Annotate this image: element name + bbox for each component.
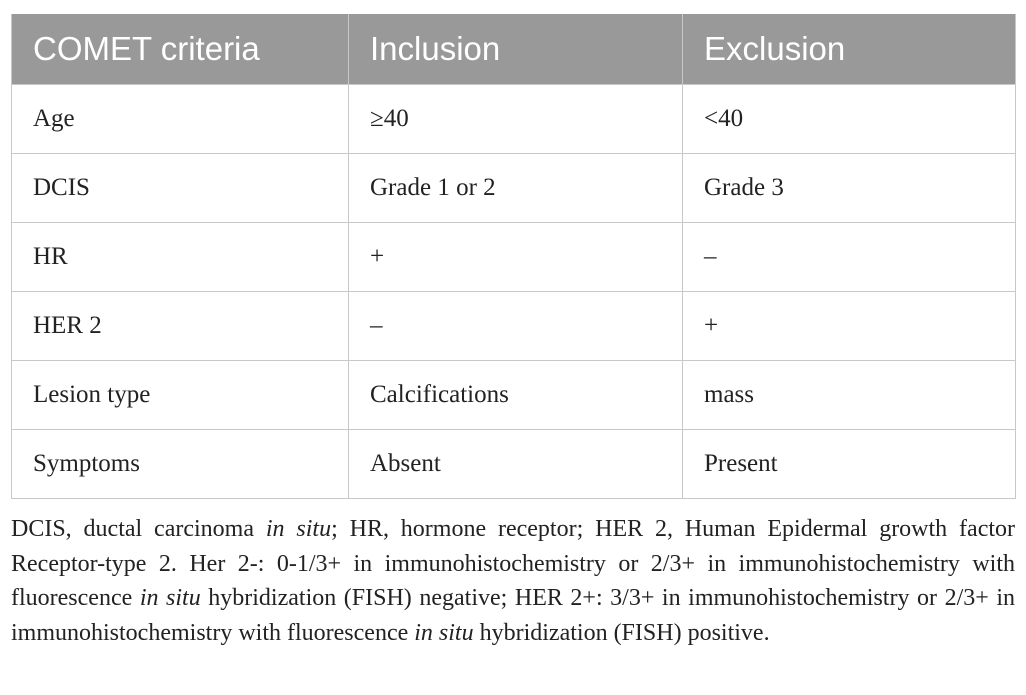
cell-inclusion: – — [349, 291, 683, 360]
cell-exclusion: – — [683, 222, 1016, 291]
criteria-table-container — [11, 14, 1015, 499]
cell-criterion: HR — [12, 222, 349, 291]
footnote-italic-in-situ: in situ — [414, 619, 474, 646]
cell-criterion: Symptoms — [12, 429, 349, 498]
header-exclusion: Exclusion — [683, 14, 1016, 84]
cell-inclusion: Grade 1 or 2 — [349, 153, 683, 222]
table-row — [12, 222, 1016, 291]
table-row — [12, 360, 1016, 429]
table-row — [12, 429, 1016, 498]
header-comet-criteria: COMET criteria — [12, 14, 349, 84]
cell-exclusion: + — [683, 291, 1016, 360]
table-row — [12, 84, 1016, 153]
comet-criteria-table — [11, 14, 1016, 499]
cell-criterion: Age — [12, 84, 349, 153]
cell-exclusion: Present — [683, 429, 1016, 498]
table-footnote — [11, 512, 1015, 650]
cell-exclusion: mass — [683, 360, 1016, 429]
cell-inclusion: ≥40 — [349, 84, 683, 153]
footnote-italic-in-situ: in situ — [265, 516, 332, 542]
footnote-text: DCIS, ductal carcinoma — [11, 516, 266, 542]
footnote-text: hybridization (FISH) negative; HER 2+: 3/3+ in immunohistochemistry or 2/3+ in immunohistochemistry with fluorescence — [11, 585, 1015, 646]
cell-criterion: HER 2 — [12, 291, 349, 360]
table-row — [12, 153, 1016, 222]
cell-inclusion: + — [349, 222, 683, 291]
cell-exclusion: Grade 3 — [683, 153, 1016, 222]
table-row — [12, 291, 1016, 360]
header-inclusion: Inclusion — [349, 14, 683, 84]
cell-criterion: Lesion type — [12, 360, 349, 429]
cell-inclusion: Calcifications — [349, 360, 683, 429]
cell-inclusion: Absent — [349, 429, 683, 498]
cell-exclusion: <40 — [683, 84, 1016, 153]
footnote-italic-in-situ: in situ — [139, 585, 201, 611]
footnote-text: ; HR, hormone receptor; HER 2, Human Epidermal growth factor Receptor-type 2. Her 2-: 0-1/3+ in immunohistochemistry or 2/3+ in immunohistochemistry with fluorescence — [11, 516, 1016, 611]
table-header-row — [12, 14, 1016, 84]
cell-criterion: DCIS — [12, 153, 349, 222]
footnote-text: hybridization (FISH) positive. — [473, 619, 770, 646]
